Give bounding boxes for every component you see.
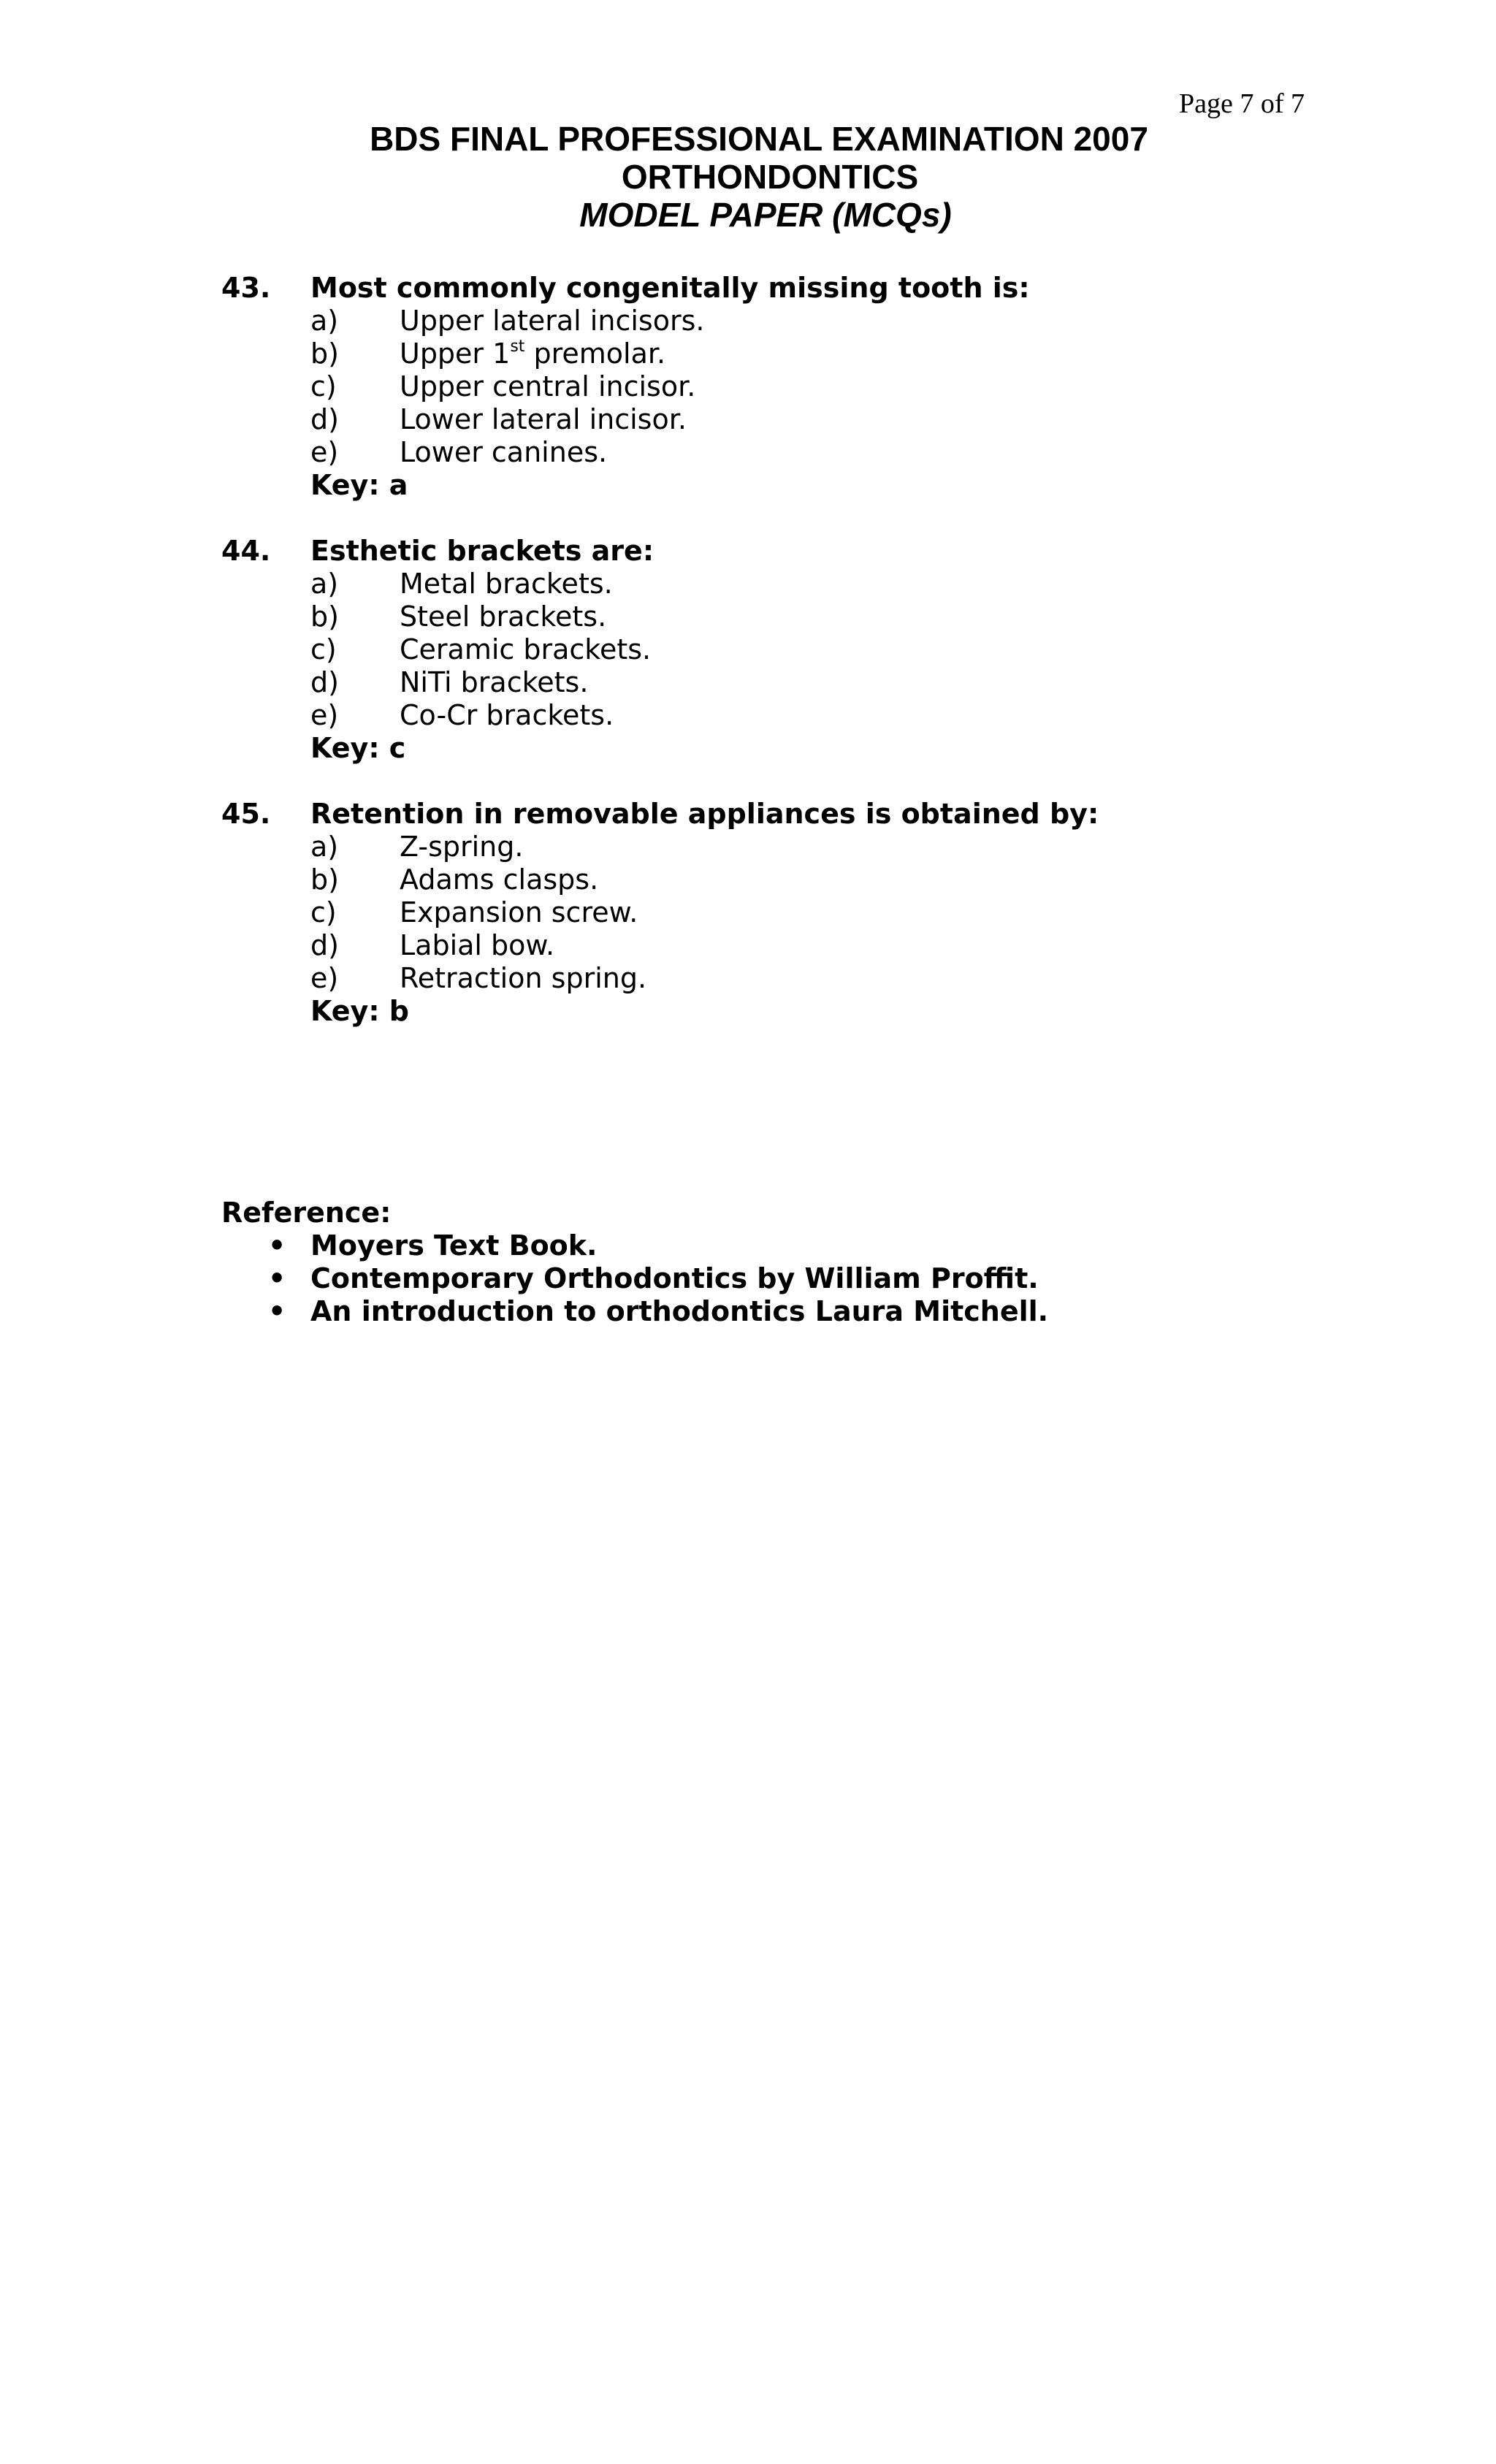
bullet-icon: •: [268, 1262, 286, 1294]
page-number: Page 7 of 7: [1178, 88, 1305, 119]
option-text: NiTi brackets.: [400, 666, 589, 698]
option-text: Steel brackets.: [400, 600, 607, 633]
reference-item: [221, 1262, 1317, 1295]
question-text: Esthetic brackets are:: [310, 535, 654, 567]
option-item: [310, 929, 1317, 962]
question-44: [221, 535, 1317, 765]
option-item: [310, 436, 1317, 469]
question-header: [221, 272, 1317, 305]
question-43: [221, 272, 1317, 502]
option-letter: d): [310, 929, 339, 961]
option-letter: a): [310, 568, 339, 600]
ordinal-superscript: st: [510, 337, 525, 356]
option-item: [310, 666, 1317, 699]
option-letter: e): [310, 436, 339, 468]
option-text: Z-spring.: [400, 831, 524, 863]
option-text: Co-Cr brackets.: [400, 699, 614, 731]
option-letter: c): [310, 896, 337, 928]
question-number: 44.: [221, 535, 271, 567]
option-text: [400, 337, 665, 370]
option-text: Adams clasps.: [400, 863, 599, 896]
option-text: Lower lateral incisor.: [400, 403, 687, 435]
option-item: [310, 633, 1317, 666]
option-text: Ceramic brackets.: [400, 633, 652, 665]
reference-heading: Reference:: [221, 1197, 392, 1229]
exam-title: BDS FINAL PROFESSIONAL EXAMINATION 2007: [370, 120, 1148, 158]
option-item: [310, 370, 1317, 403]
option-item: [310, 305, 1317, 337]
option-text: Upper lateral incisors.: [400, 305, 705, 337]
option-text: Expansion screw.: [400, 896, 638, 928]
option-letter: c): [310, 633, 337, 665]
option-letter: b): [310, 600, 339, 633]
document-header: [0, 120, 1496, 234]
option-text: Metal brackets.: [400, 568, 613, 600]
reference-item: [221, 1295, 1317, 1328]
option-text: Labial bow.: [400, 929, 555, 961]
option-item: [310, 831, 1317, 863]
option-item: [310, 962, 1317, 995]
question-text: Most commonly congenitally missing tooth is:: [310, 272, 1030, 304]
question-number: 43.: [221, 272, 271, 304]
option-item: [310, 699, 1317, 732]
options-list: [221, 305, 1317, 469]
option-item: [310, 568, 1317, 600]
reference-section: [221, 1197, 1317, 1328]
reference-item: [221, 1229, 1317, 1262]
answer-key: Key: a: [310, 469, 408, 501]
option-item: [310, 600, 1317, 633]
option-item: [310, 896, 1317, 929]
options-list: [221, 831, 1317, 995]
option-item: [310, 403, 1317, 436]
bullet-icon: •: [268, 1295, 286, 1327]
reference-text: An introduction to orthodontics Laura Mitchell.: [310, 1295, 1049, 1327]
answer-key: Key: b: [310, 995, 409, 1027]
option-letter: d): [310, 666, 339, 698]
option-letter: c): [310, 370, 337, 403]
option-letter: e): [310, 962, 339, 994]
question-45: [221, 798, 1317, 1028]
subject-title: ORTHONDONTICS: [621, 158, 919, 196]
question-header: [221, 798, 1317, 831]
option-letter: a): [310, 305, 339, 337]
option-letter: e): [310, 699, 339, 731]
options-list: [221, 568, 1317, 732]
option-text: Retraction spring.: [400, 962, 647, 994]
reference-list: [221, 1229, 1317, 1328]
option-text: Lower canines.: [400, 436, 608, 468]
option-text-post: premolar.: [524, 337, 666, 370]
question-text: Retention in removable appliances is obtained by:: [310, 798, 1099, 830]
option-letter: a): [310, 831, 339, 863]
option-letter: b): [310, 337, 339, 370]
bullet-icon: •: [268, 1229, 286, 1262]
question-header: [221, 535, 1317, 568]
option-letter: d): [310, 403, 339, 435]
question-number: 45.: [221, 798, 271, 830]
option-letter: b): [310, 863, 339, 896]
option-text: Upper central incisor.: [400, 370, 696, 403]
option-item: [310, 863, 1317, 896]
reference-text: Moyers Text Book.: [310, 1229, 598, 1262]
option-item: [310, 337, 1317, 370]
questions-section: [221, 272, 1317, 1061]
option-text-pre: Upper 1: [400, 337, 511, 370]
paper-type: MODEL PAPER (MCQs): [579, 196, 952, 234]
answer-key: Key: c: [310, 732, 406, 764]
reference-text: Contemporary Orthodontics by William Proffit.: [310, 1262, 1039, 1294]
